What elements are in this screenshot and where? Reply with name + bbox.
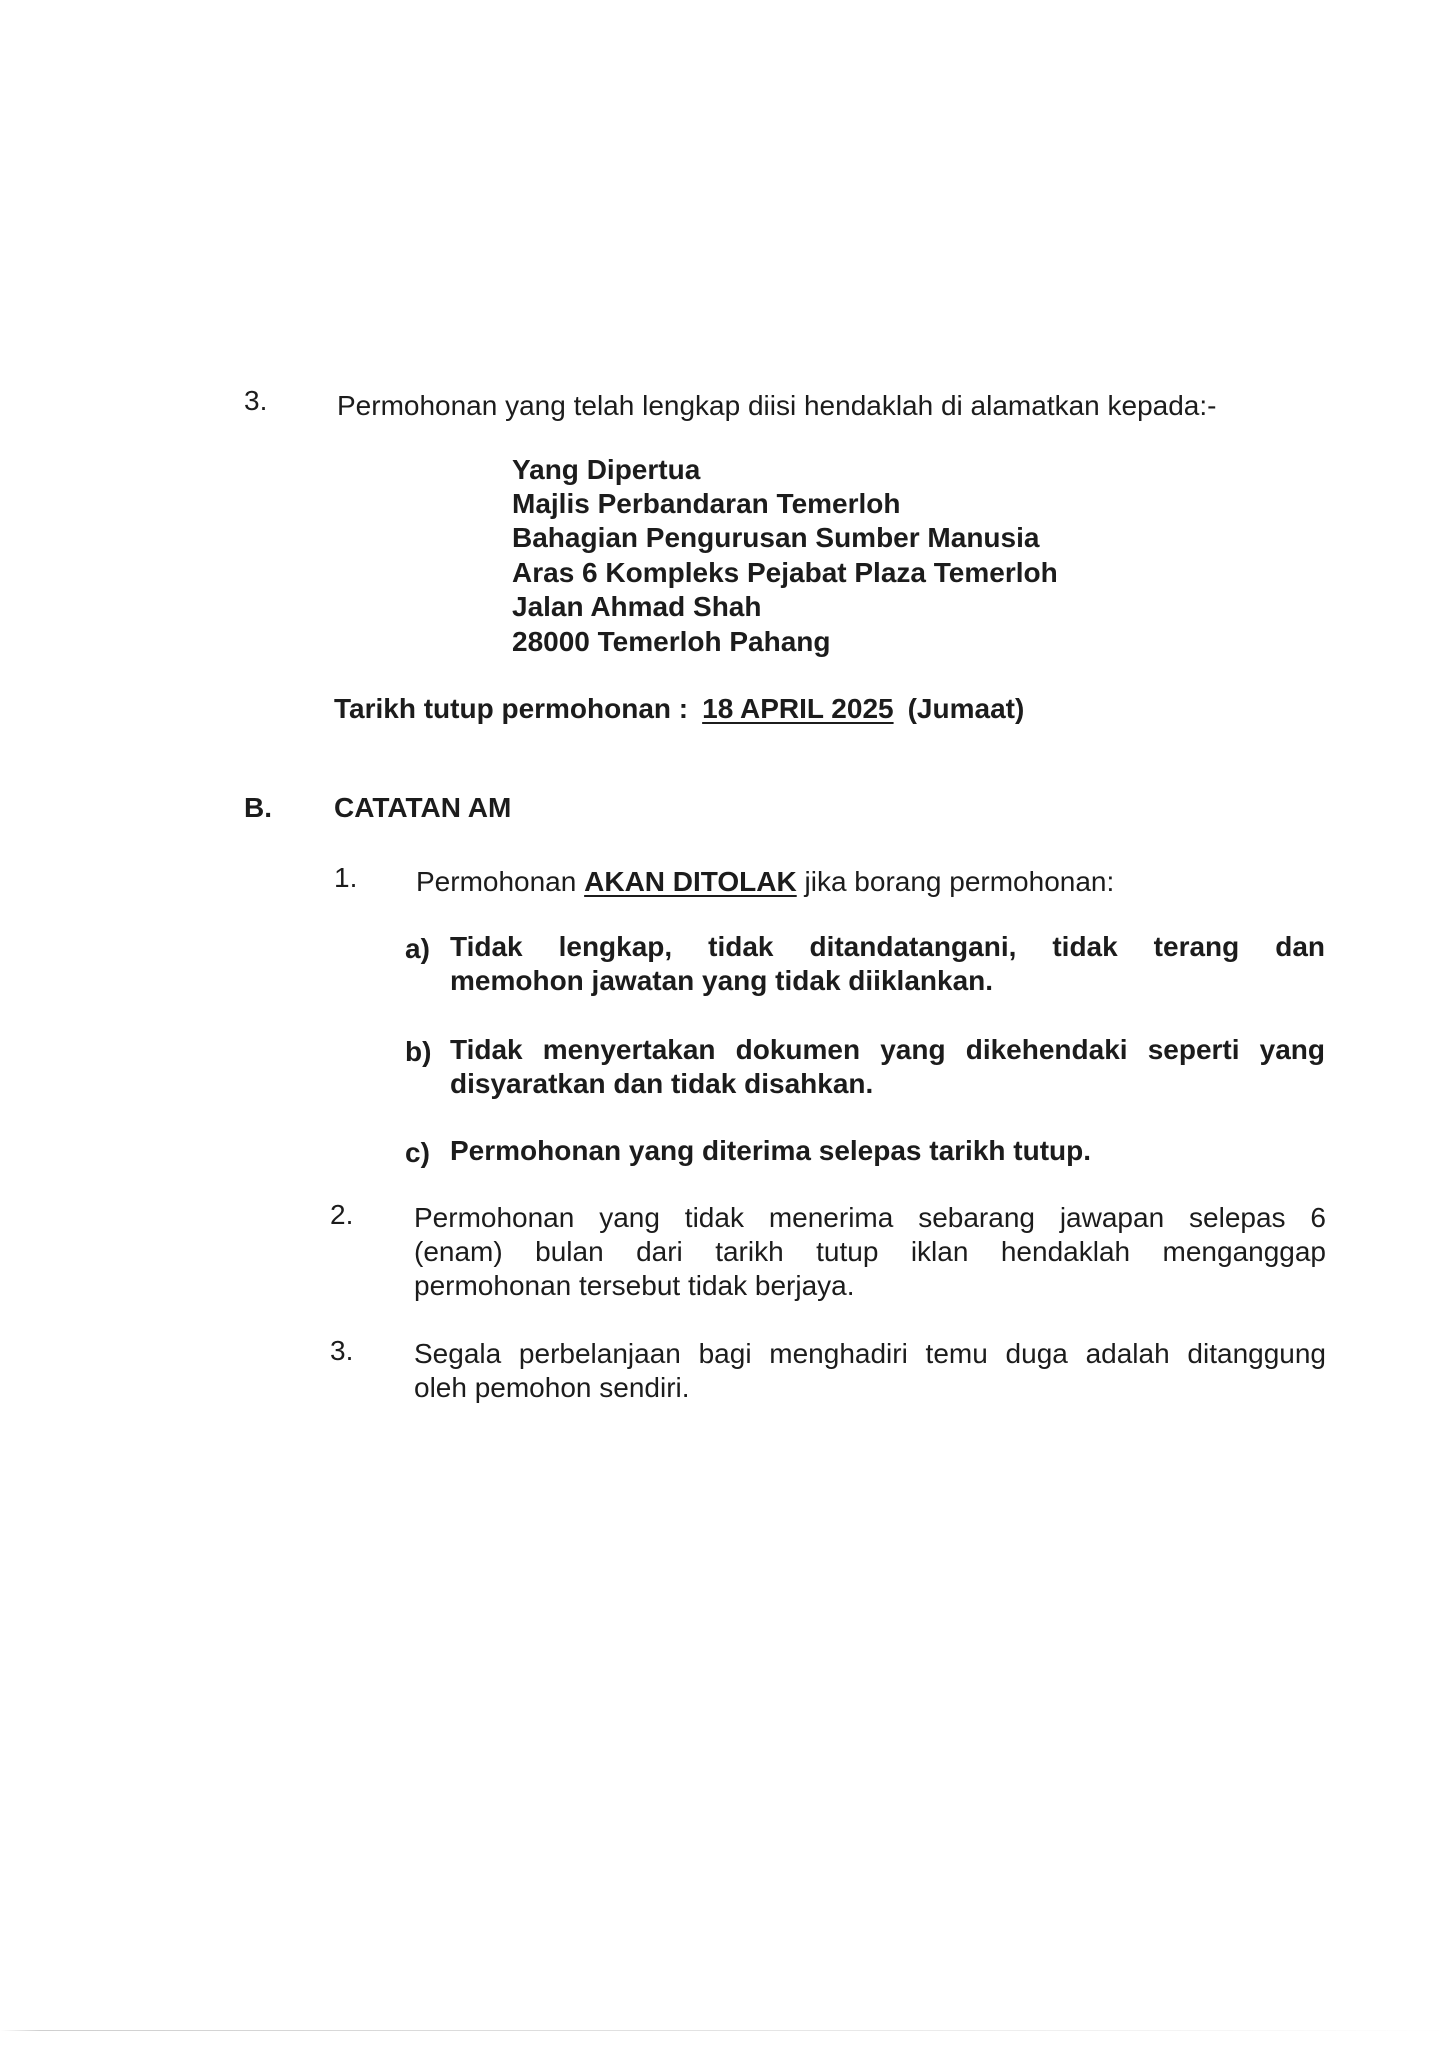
subitem-a-text: [450, 930, 1325, 998]
address-line-postcode: 28000 Temerloh Pahang: [512, 626, 831, 657]
note-2-number: 2.: [330, 1199, 354, 1230]
subitem-b-text: [450, 1033, 1325, 1101]
note-1-number: 1.: [334, 862, 358, 893]
address-line-street: Jalan Ahmad Shah: [512, 591, 762, 622]
address-line-title: Yang Dipertua: [512, 454, 701, 485]
note-3-line-1: Segala perbelanjaan bagi menghadiri temu duga adalah ditanggung: [414, 1338, 1326, 1369]
scan-edge-line: [0, 2030, 1448, 2031]
closing-date-day: (Jumaat): [907, 693, 1025, 724]
subitem-c-line-1: Permohonan yang diterima selepas tarikh tutup.: [450, 1135, 1092, 1166]
note-2-line-1: Permohonan yang tidak menerima sebarang jawapan selepas 6: [414, 1202, 1326, 1233]
note-3-line-2: oleh pemohon sendiri.: [414, 1372, 690, 1403]
subitem-a-line-1: Tidak lengkap, tidak ditandatangani, tidak terang dan: [450, 931, 1325, 962]
paragraph-3-number: 3.: [244, 385, 268, 416]
note-3-text: [414, 1337, 1326, 1405]
note-1-emphasis: AKAN DITOLAK: [584, 866, 797, 897]
subitem-b-label: b): [405, 1036, 432, 1067]
closing-date-label: Tarikh tutup permohonan :: [334, 693, 689, 724]
note-1-suffix: jika borang permohonan:: [804, 866, 1115, 897]
note-2-text: [414, 1201, 1326, 1303]
address-line-council: Majlis Perbandaran Temerloh: [512, 488, 901, 519]
subitem-a-label: a): [405, 933, 430, 964]
address-line-building: Aras 6 Kompleks Pejabat Plaza Temerloh: [512, 557, 1058, 588]
subitem-b-line-1: Tidak menyertakan dokumen yang dikehendaki seperti yang: [450, 1034, 1325, 1065]
address-line-division: Bahagian Pengurusan Sumber Manusia: [512, 522, 1040, 553]
subitem-a-line-2: memohon jawatan yang tidak diiklankan.: [450, 965, 994, 996]
note-2-line-2: (enam) bulan dari tarikh tutup iklan hendaklah menganggap: [414, 1236, 1326, 1267]
subitem-c-label: c): [405, 1137, 430, 1168]
note-1-text: [416, 866, 1114, 898]
closing-date-line: [334, 693, 1024, 725]
note-3-number: 3.: [330, 1335, 354, 1366]
section-b-label: B.: [244, 792, 272, 823]
paragraph-3-text: Permohonan yang telah lengkap diisi hendaklah di alamatkan kepada:-: [337, 390, 1217, 421]
subitem-c-text: [450, 1134, 1325, 1168]
section-b-title: CATATAN AM: [334, 792, 512, 823]
closing-date-value: 18 APRIL 2025: [702, 693, 894, 724]
note-2-line-3: permohonan tersebut tidak berjaya.: [414, 1270, 855, 1301]
note-1-prefix: Permohonan: [416, 866, 577, 897]
subitem-b-line-2: disyaratkan dan tidak disahkan.: [450, 1068, 874, 1099]
